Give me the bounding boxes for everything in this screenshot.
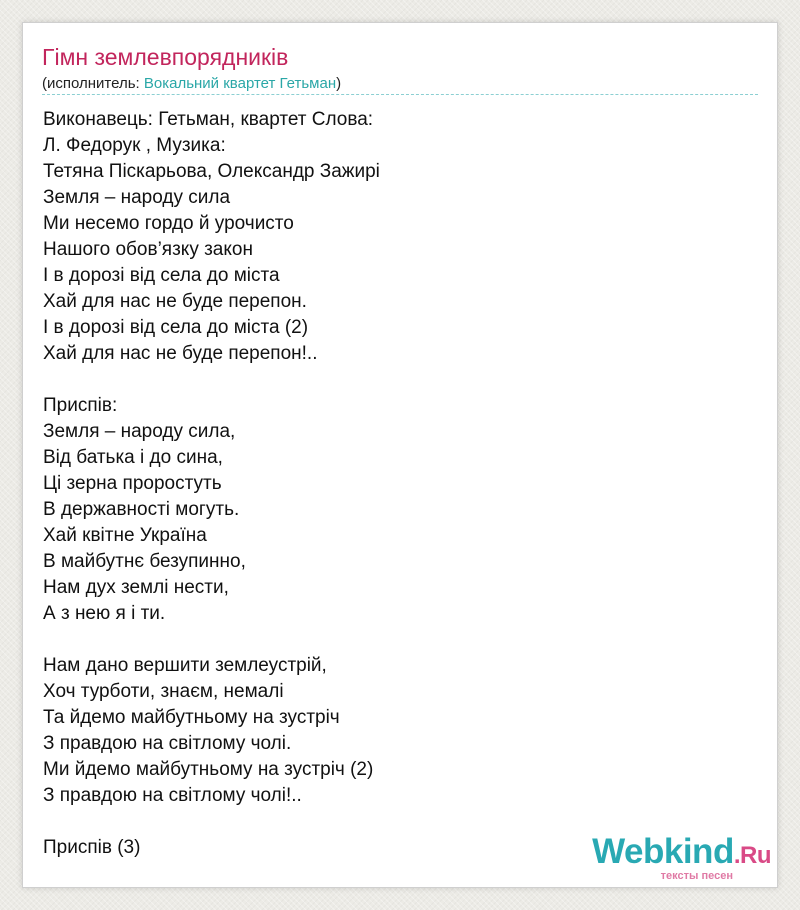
logo-brand: Webkind	[592, 832, 734, 871]
lyric-line: Від батька і до сина,	[43, 447, 223, 468]
lyric-line: Та йдемо майбутньому на зустріч	[43, 707, 340, 728]
lyric-line: Нам дух землі нести,	[43, 577, 229, 598]
lyric-line: Нашого обов’язку закон	[43, 239, 253, 260]
lyric-line: Хоч турботи, знаєм, немалі	[43, 681, 284, 702]
site-logo[interactable]	[581, 833, 771, 883]
logo-wordmark	[592, 833, 771, 875]
lyric-line: Ці зерна проростуть	[43, 473, 222, 494]
lyric-line: Нам дано вершити землеустрій,	[43, 655, 327, 676]
lyric-line: Хай квітне Україна	[43, 525, 207, 546]
lyric-line: З правдою на світлому чолі!..	[43, 785, 302, 806]
lyric-line: І в дорозі від села до міста (2)	[43, 317, 309, 338]
lyric-line: В майбутнє безупинно,	[43, 551, 246, 572]
lyrics-text	[43, 107, 743, 861]
performer-link[interactable]: Вокальний квартет Гетьман	[143, 75, 337, 92]
lyrics-stanza	[43, 653, 743, 809]
lyric-line: А з нею я і ти.	[43, 603, 166, 624]
lyric-line: Земля – народу сила,	[43, 421, 236, 442]
song-title: Гімн землевпорядників	[42, 44, 289, 70]
lyric-line: І в дорозі від села до міста	[43, 265, 280, 286]
lyric-line: Хай для нас не буде перепон.	[43, 291, 307, 312]
lyric-line: Приспів (3)	[43, 837, 141, 858]
lyric-line: Л. Федорук , Музика:	[43, 135, 226, 156]
lyric-line: В державності могуть.	[43, 499, 240, 520]
performer-line	[42, 75, 341, 92]
logo-tagline: тексты песен	[660, 870, 733, 882]
lyric-line: Виконавець: Гетьман, квартет Слова:	[43, 109, 374, 130]
lyric-line: З правдою на світлому чолі.	[43, 733, 292, 754]
lyric-line: Хай для нас не буде перепон!..	[43, 343, 318, 364]
lyrics-stanza	[43, 107, 743, 367]
title-divider	[42, 94, 758, 95]
lyric-line: Ми несемо гордо й урочисто	[43, 213, 294, 234]
performer-suffix: )	[336, 75, 342, 92]
lyrics-stanza	[43, 393, 743, 627]
lyric-line: Ми йдемо майбутньому на зустріч (2)	[43, 759, 374, 780]
logo-tld: .Ru	[733, 842, 771, 869]
lyric-line: Земля – народу сила	[43, 187, 231, 208]
lyric-line: Приспів:	[43, 395, 118, 416]
lyrics-card	[22, 22, 778, 888]
lyric-line: Тетяна Піскарьова, Олександр Зажирі	[43, 161, 380, 182]
performer-prefix: (исполнитель:	[42, 75, 144, 92]
